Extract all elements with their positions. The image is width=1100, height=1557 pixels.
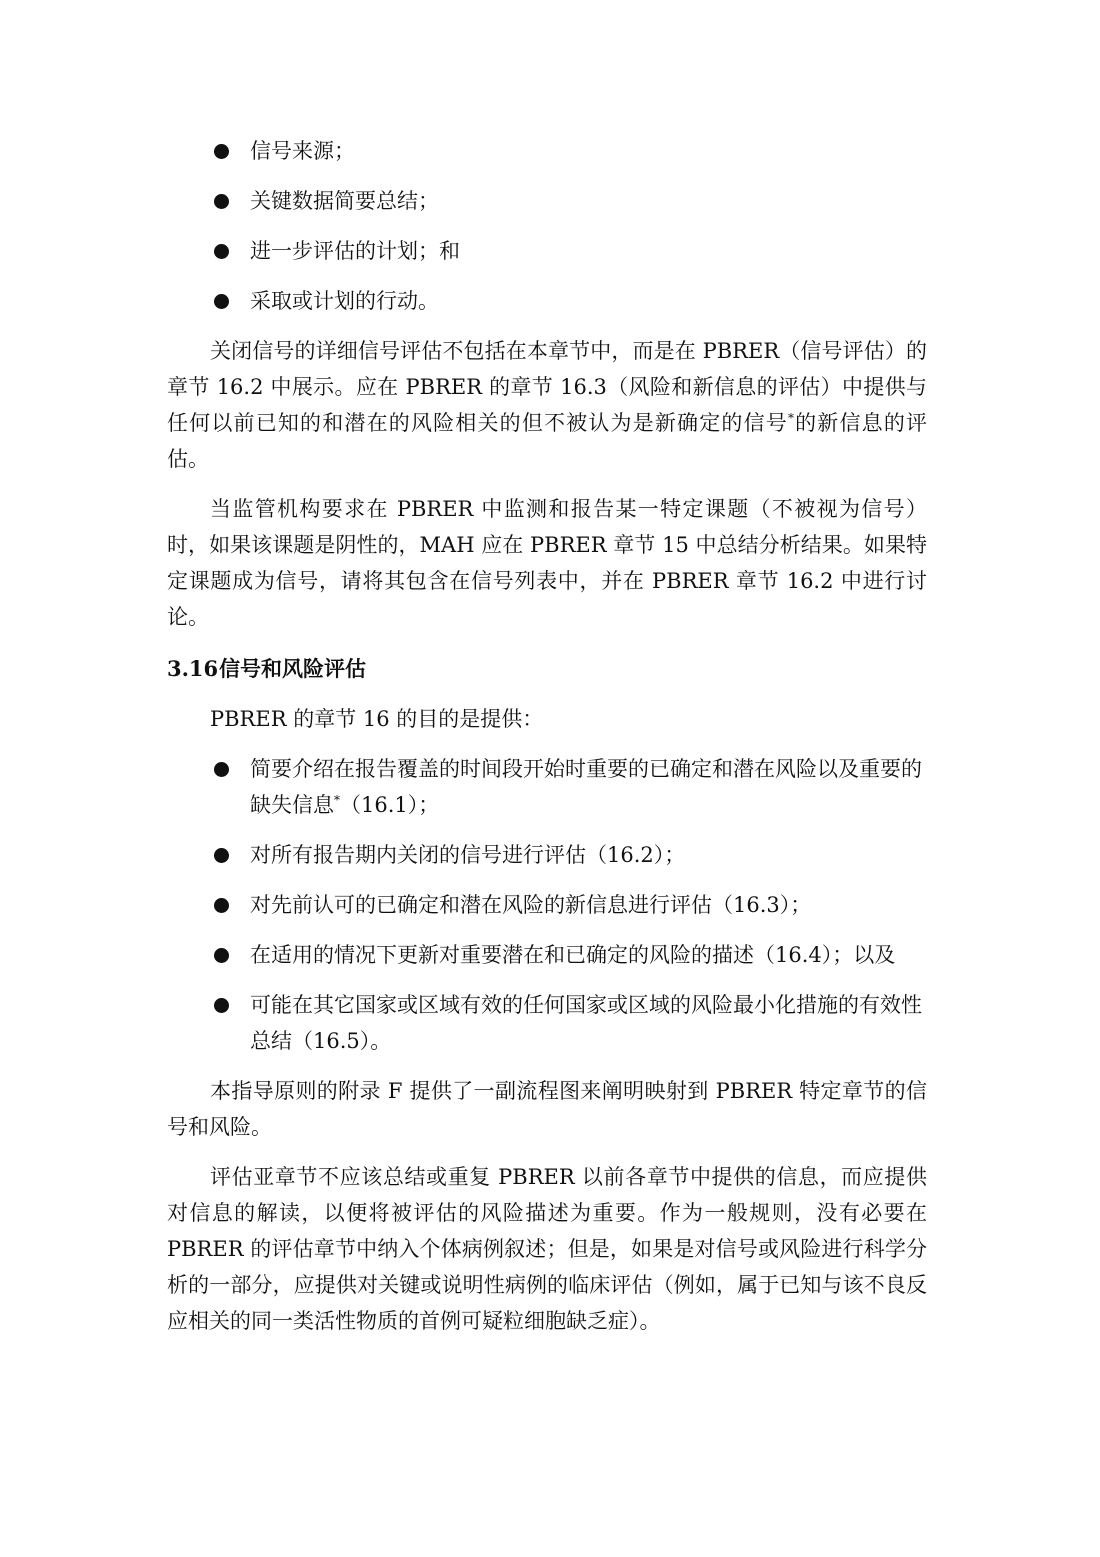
bullet-icon [214,998,229,1013]
footnote-marker: * [334,793,340,807]
purpose-intro-paragraph: PBRER 的章节 16 的目的是提供： [210,707,544,731]
list-item-text: 简要介绍在报告覆盖的时间段开始时重要的已确定和潜在风险以及重要的缺失信息 [250,757,922,817]
footnote-marker: * [787,411,794,425]
regulator-topic-paragraph: 当监管机构要求在 PBRER 中监测和报告某一特定课题（不被视为信号）时，如果该课题是阴性的，MAH 应在 PBRER 章节 15 中总结分析结果。如果特定课题成为信号，请将其包含在信号列表中，并在 PBRER 章节 16.2 中进行讨论。 [167,497,927,629]
list-item-text: 对先前认可的已确定和潜在风险的新信息进行评估（16.3）； [250,893,812,917]
section-number: 3.16 [167,656,219,681]
paragraph-text-tail: 的新信息的评估。 [167,411,928,471]
bullet-icon [214,898,229,913]
bullet-icon [214,948,229,963]
evaluation-subsection-paragraph: 评估亚章节不应该总结或重复 PBRER 以前各章节中提供的信息，而应提供对信息的解读，以便将被评估的风险描述为重要。作为一般规则，没有必要在 PBRER 的评估章节中纳入个体病例叙述；但是，如果是对信号或风险进行科学分析的一部分，应提供对关键或说明性病例的临床评估（例如，属于已知与该不良反应相关的同一类活性物质的首例可疑粒细胞缺乏症）。 [167,1165,927,1333]
page-content [167,133,927,1353]
list-item-text: 信号来源； [250,139,355,163]
list-item [167,133,927,169]
section-title: 信号和风险评估 [219,656,366,681]
section-16-purpose-list [167,751,927,1059]
list-item [167,987,927,1059]
appendix-f-paragraph: 本指导原则的附录 F 提供了一副流程图来阐明映射到 PBRER 特定章节的信号和风险。 [167,1079,927,1139]
list-item-text-tail: （16.1）； [340,793,440,817]
list-item-text: 关键数据简要总结； [250,189,439,213]
list-item-text: 可能在其它国家或区域有效的任何国家或区域的风险最小化措施的有效性总结（16.5）。 [250,993,922,1053]
list-item [167,751,927,823]
bullet-icon [214,244,229,259]
list-item-text: 采取或计划的行动。 [250,289,439,313]
list-item [167,183,927,219]
bullet-icon [214,294,229,309]
section-heading [167,651,927,687]
closed-signal-paragraph [167,333,927,477]
bullet-icon [214,144,229,159]
list-item [167,233,927,269]
list-item [167,283,927,319]
paragraph-text: 关闭信号的详细信号评估不包括在本章节中，而是在 PBRER（信号评估）的章节 16.2 中展示。应在 PBRER 的章节 16.3（风险和新信息的评估）中提供与任何以前已知的和潜在的风险相关的但不被认为是新确定的信号 [167,339,927,435]
bullet-icon [214,848,229,863]
bullet-icon [214,762,229,777]
list-item-text: 进一步评估的计划；和 [250,239,460,263]
bullet-icon [214,194,229,209]
list-item [167,837,927,873]
list-item [167,937,927,973]
list-item-text: 对所有报告期内关闭的信号进行评估（16.2）； [250,843,686,867]
list-item [167,887,927,923]
signal-summary-list [167,133,927,319]
list-item-text: 在适用的情况下更新对重要潜在和已确定的风险的描述（16.4）；以及 [250,943,896,967]
